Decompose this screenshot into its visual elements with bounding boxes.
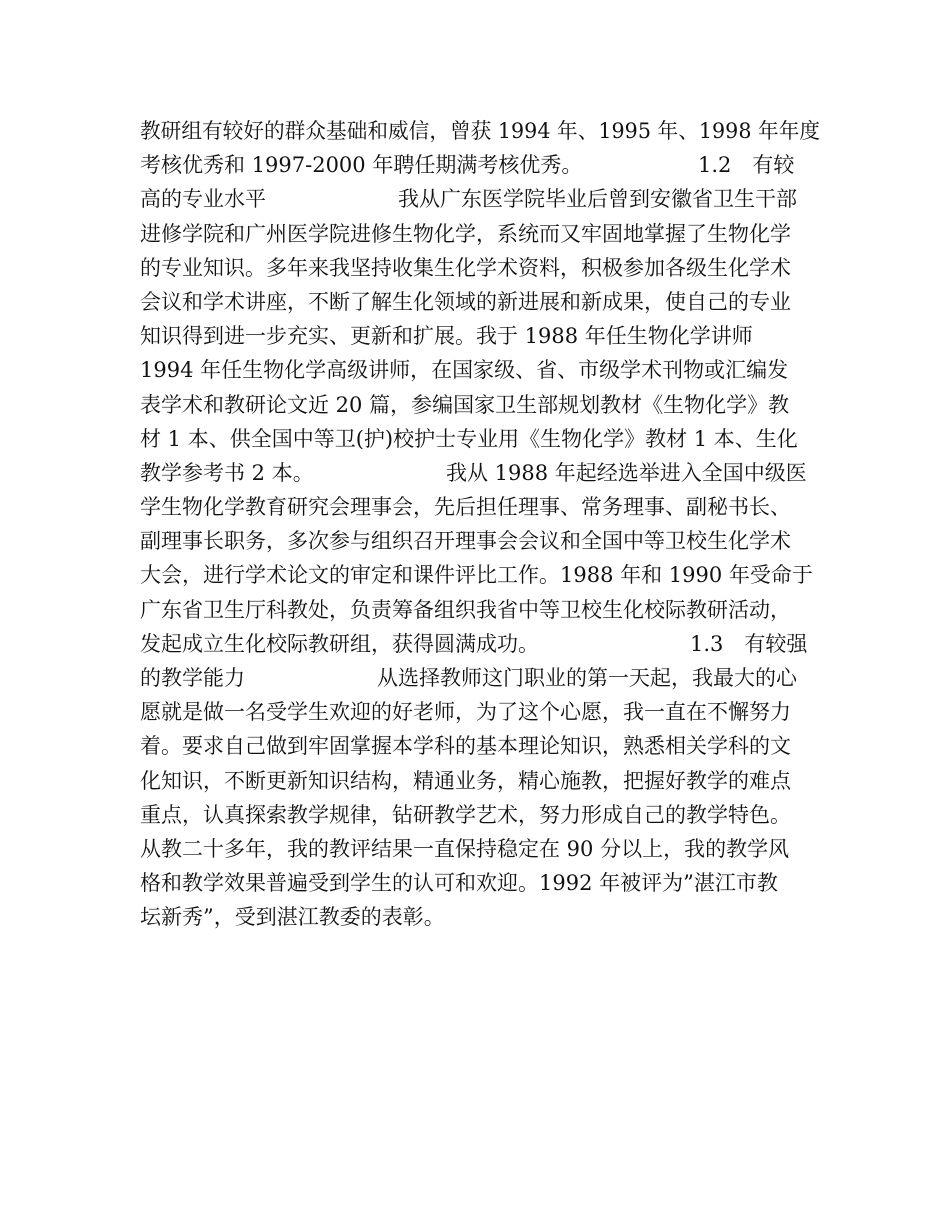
text-line: [140, 217, 820, 251]
text-line: [140, 695, 820, 729]
text-line: [140, 388, 820, 422]
text-segment: 考核优秀和 1997-2000 年聘任期满考核优秀。: [140, 153, 583, 178]
text-segment: 格和教学效果普遍受到学生的认可和欢迎。1992 年被评为”湛江市教: [140, 871, 778, 896]
text-line: [140, 866, 820, 900]
text-segment: 表学术和教研论文近 20 篇，参编国家卫生部规划教材《生物化学》教: [140, 392, 790, 417]
text-segment: 会议和学术讲座，不断了解生化领域的新进展和新成果，使自己的专业: [140, 289, 791, 314]
text-line: [140, 251, 820, 285]
section-heading-number: 1.2 有较: [698, 153, 795, 178]
text-line: [140, 285, 820, 319]
text-line: [140, 182, 820, 216]
text-line: [140, 764, 820, 798]
section-heading-text: 高的专业水平: [140, 187, 266, 212]
text-segment: 我从 1988 年起经选举进入全国中级医: [446, 460, 807, 485]
text-segment: 着。要求自己做到牢固掌握本学科的基本理论知识，熟悉相关学科的文: [140, 734, 791, 759]
text-line: [140, 593, 820, 627]
text-line: [140, 558, 820, 592]
text-line: [140, 729, 820, 763]
text-segment: 愿就是做一名受学生欢迎的好老师，为了这个心愿，我一直在不懈努力: [140, 700, 791, 725]
text-segment: 从选择教师这门职业的第一天起，我最大的心: [377, 666, 797, 690]
text-segment: 知识得到进一步充实、更新和扩展。我于 1988 年任生物化学讲师: [140, 324, 753, 349]
text-line: [140, 524, 820, 558]
text-line: [140, 422, 820, 456]
text-segment: 的专业知识。多年来我坚持收集生化学术资料，积极参加各级生化学术: [140, 255, 791, 280]
text-segment: 教学参考书 2 本。: [140, 460, 314, 485]
text-segment: 广东省卫生厅科教处，负责筹备组织我省中等卫校生化校际教研活动，: [140, 597, 791, 622]
text-segment: 我从广东医学院毕业后曾到安徽省卫生干部: [398, 187, 797, 212]
text-segment: 学生物化学教育研究会理事会，先后担任理事、常务理事、副秘书长、: [140, 495, 791, 520]
text-segment: 教研组有较好的群众基础和威信，曾获 1994 年、1995 年、1998 年年度: [140, 119, 821, 143]
text-segment: 材 1 本、供全国中等卫(护)校护士专业用《生物化学》教材 1 本、生化: [140, 426, 798, 451]
body-text: [140, 114, 820, 935]
text-line: [140, 627, 820, 661]
text-segment: 重点，认真探索教学规律，钻研教学艺术，努力形成自己的教学特色。: [140, 802, 791, 827]
text-line: [140, 148, 820, 182]
text-line: [140, 456, 820, 490]
section-heading-number: 1.3 有较强: [690, 631, 808, 656]
text-segment: 副理事长职务，多次参与组织召开理事会会议和全国中等卫校生化学术: [140, 529, 791, 554]
text-line: [140, 319, 820, 353]
text-line: [140, 353, 820, 387]
text-segment: 进修学院和广州医学院进修生物化学，系统而又牢固地掌握了生物化学: [140, 221, 791, 246]
text-line: [140, 900, 820, 934]
text-line: [140, 661, 820, 695]
text-segment: 大会，进行学术论文的审定和课件评比工作。1988 年和 1990 年受命于: [140, 563, 813, 588]
text-line: [140, 798, 820, 832]
text-line: [140, 490, 820, 524]
text-segment: 化知识，不断更新知识结构，精通业务，精心施教，把握好教学的难点: [140, 768, 791, 793]
text-line: [140, 832, 820, 866]
text-segment: 从教二十多年，我的教评结果一直保持稳定在 90 分以上，我的教学风: [140, 836, 790, 861]
text-segment: 发起成立生化校际教研组，获得圆满成功。: [140, 631, 539, 656]
text-segment: 坛新秀”，受到湛江教委的表彰。: [140, 905, 445, 930]
text-line: [140, 114, 820, 148]
section-heading-text: 的教学能力: [140, 666, 245, 690]
text-segment: 1994 年任生物化学高级讲师，在国家级、省、市级学术刊物或汇编发: [140, 358, 789, 383]
